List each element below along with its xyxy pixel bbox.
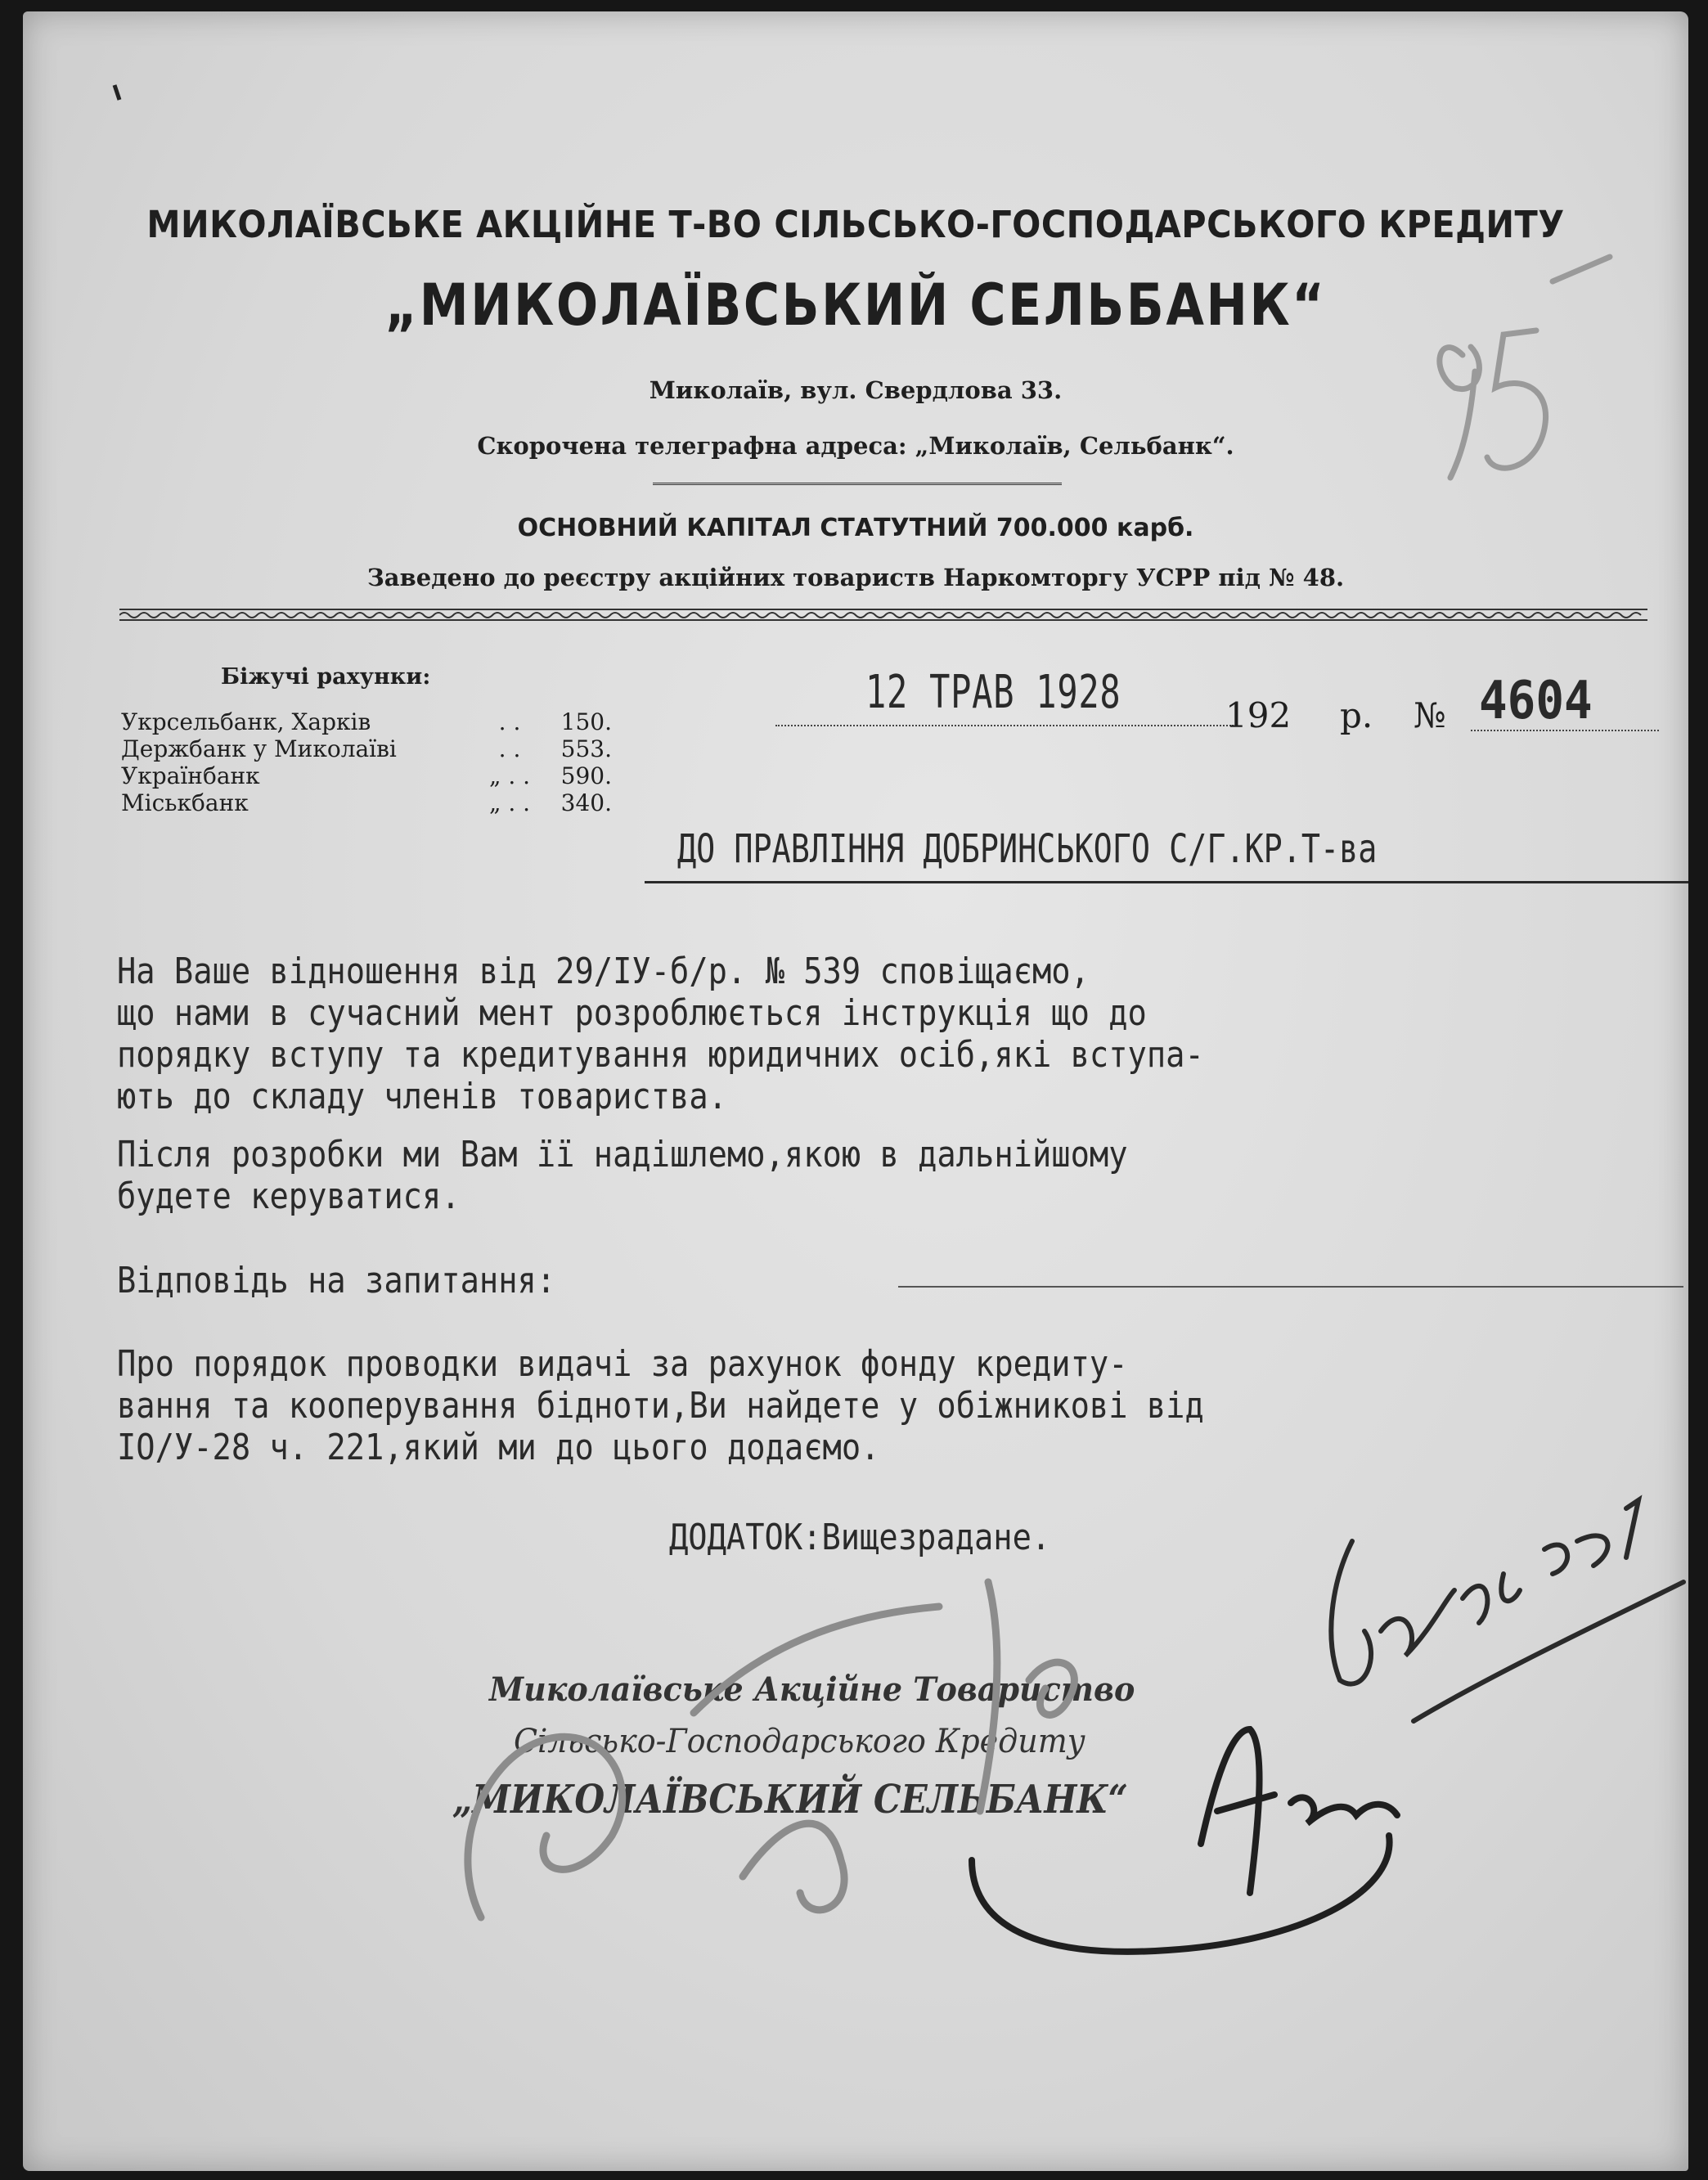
body-line: IO/У-28 ч. 221,який ми до цього додаємо. (117, 1427, 880, 1468)
year-prefix: 192 (1225, 695, 1292, 735)
account-dots: „ . . (488, 789, 531, 816)
account-dots: . . (498, 735, 521, 762)
body-line: що нами в сучасний мент розроблюється інструкція що до (117, 992, 1147, 1034)
number-sign: № (1414, 695, 1446, 735)
body-line: будете керуватися. (117, 1175, 461, 1217)
addressee-underline (645, 881, 1688, 883)
account-row (121, 762, 612, 789)
date-stamp: 12 ТРАВ 1928 (865, 666, 1121, 719)
account-number: 340. (560, 789, 612, 816)
body-line: вання та кооперування бідноти,Ви найдете у обіжникові від (117, 1385, 1204, 1427)
account-dots: . . (498, 708, 521, 735)
body-line: На Ваше відношення від 29/IУ-б/р. № 539 сповіщаємо, (117, 951, 1090, 992)
society-name: МИКОЛАЇВСЬКЕ АКЦІЙНЕ Т-ВО СІЛЬСЬКО-ГОСПОДАРСЬКОГО КРЕДИТУ (146, 203, 1565, 246)
stamp-line-1: Миколаївське Акційне Товариство (489, 1670, 1135, 1709)
body-line: ють до складу членів товариства. (117, 1076, 727, 1117)
addressee: ДО ПРАВЛІННЯ ДОБРИНСЬКОГО С/Г.КР.Т-ва (677, 826, 1378, 872)
corner-mark (115, 85, 119, 100)
document-page (23, 11, 1688, 2171)
attachment-line: ДОДАТОК:Вищезрадане. (669, 1517, 1051, 1558)
question-rule (898, 1286, 1683, 1288)
accounts-title: Біжучі рахунки: (221, 664, 431, 690)
registry-note: Заведено до реєстру акційних товариств Наркомторгу УСРР під № 48. (366, 564, 1345, 591)
body-line: Про порядок проводки видачі за рахунок фонду кредиту- (117, 1343, 1128, 1385)
bank-name: „МИКОЛАЇВСЬКИЙ СЕЛЬБАНК“ (384, 272, 1327, 339)
account-name: Укрсельбанк, Харків (121, 708, 371, 735)
telegraph-address: Скорочена телеграфна адреса: „Миколаїв, Сельбанк“. (477, 432, 1234, 460)
divider (653, 483, 1062, 485)
account-row (121, 789, 612, 816)
account-name: Міськбанк (121, 789, 249, 816)
account-number: 553. (560, 735, 612, 762)
account-number: 150. (560, 708, 612, 735)
statutory-capital: ОСНОВНИЙ КАПІТАЛ СТАТУТНИЙ 700.000 карб. (517, 514, 1194, 542)
account-name: Держбанк у Миколаїві (121, 735, 397, 762)
registration-note (1331, 1500, 1683, 1721)
outgoing-number: 4604 (1479, 671, 1593, 731)
director-signature (972, 1729, 1397, 1952)
body-line: порядку вступу та кредитування юридичних осіб,які вступа- (117, 1034, 1204, 1076)
ornamental-rule (119, 607, 1647, 622)
account-number: 590. (560, 762, 612, 789)
stamp-line-3: „МИКОЛАЇВСЬКИЙ СЕЛЬБАНК“ (452, 1777, 1128, 1823)
stamp-line-2: Сільсько-Господарського Кредиту (514, 1723, 1085, 1760)
accounts-list (121, 708, 612, 816)
year-suffix: р. (1340, 695, 1373, 735)
bank-address: Миколаїв, вул. Свердлова 33. (649, 376, 1063, 404)
question-heading: Відповідь на запитання: (117, 1260, 556, 1301)
account-row (121, 708, 612, 735)
account-dots: „ . . (488, 762, 531, 789)
date-underline (775, 725, 1234, 726)
account-row (121, 735, 612, 762)
account-name: Українбанк (121, 762, 260, 789)
body-line: Після розробки ми Вам її надішлемо,якою в дальнійшому (117, 1134, 1128, 1175)
